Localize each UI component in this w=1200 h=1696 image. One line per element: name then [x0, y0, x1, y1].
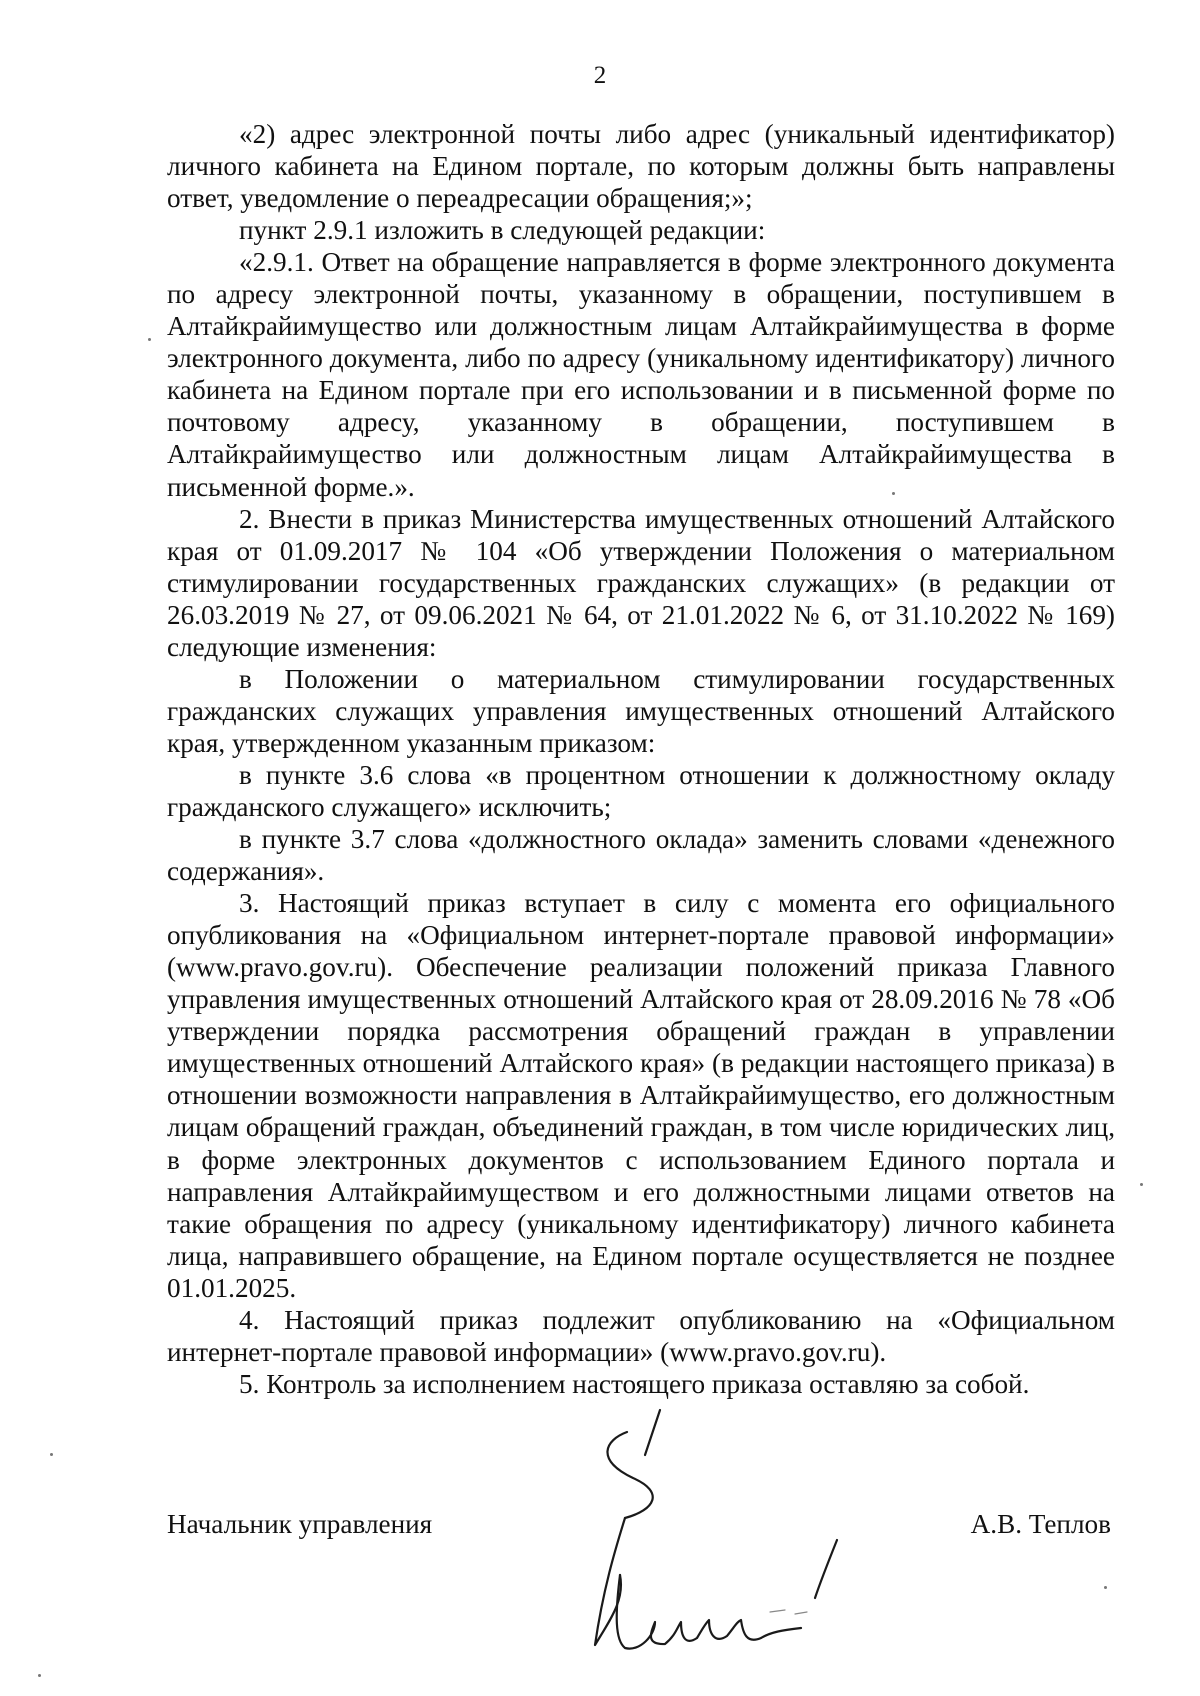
- paragraph-clause-3-7: в пункте 3.7 слова «должностного оклада» заменить словами «денежного содержания».: [167, 824, 1115, 887]
- paragraph-email-address: «2) адрес электронной почты либо адрес (уникальный идентификатор) личного кабинета на Едином портале, по которым должны быть направлены ответ, уведомление о переадресации обращения;»;: [167, 119, 1115, 214]
- scan-speck: [1140, 1183, 1143, 1186]
- handwritten-signature: [585, 1400, 925, 1670]
- scan-speck: [1104, 1586, 1107, 1589]
- page-number: 2: [593, 62, 607, 89]
- document-body: [167, 118, 1115, 1400]
- paragraph-item-2: 2. Внести в приказ Министерства имущественных отношений Алтайского края от 01.09.2017 № 104 «Об утверждении Положения о материальном стимулировании государственных гражданских служащих» (в редакции от 26.03.2019 № 27, от 09.06.2021 № 64, от 21.01.2022 № 6, от 31.10.2022 № 169) следующие изменения:: [167, 503, 1115, 662]
- scan-speck: [50, 1453, 53, 1456]
- scan-speck: [38, 1674, 41, 1677]
- signer-name: А.В. Теплов: [970, 1509, 1111, 1539]
- paragraph-item-3: 3. Настоящий приказ вступает в силу с момента его официального опубликования на «Официальном интернет-портале правовой информации» (www.pravo.gov.ru). Обеспечение реализации положений приказа Главного управления имущественных отношений Алтайского края от 28.09.2016 № 78 «Об утверждении порядка рассмотрения обращений граждан в управлении имущественных отношений Алтайского края» (в редакции настоящего приказа) в отношении возможности направления в Алтайкрайимущество, его должностным лицам обращений граждан, объединений граждан, в том числе юридических лиц, в форме электронных документов с использованием Единого портала и направления Алтайкрайимуществом и его должностными лицами ответов на такие обращения по адресу (уникальному идентификатору) личного кабинета лица, направившего обращение, на Едином портале осуществляется не позднее 01.01.2025.: [167, 888, 1115, 1303]
- paragraph-clause-3-6: в пункте 3.6 слова «в процентном отношении к должностному окладу гражданского служащего» исключить;: [167, 759, 1115, 822]
- position-title: Начальник управления: [167, 1509, 433, 1539]
- paragraph-item-5: 5. Контроль за исполнением настоящего приказа оставляю за собой.: [239, 1368, 1030, 1399]
- scan-speck: [148, 338, 151, 341]
- paragraph-clause-2-9-1-text: «2.9.1. Ответ на обращение направляется в форме электронного документа по адресу электронной почты, указанному в обращении, поступившем в Алтайкрайимущество или должностным лицам Алтайкрайимущества в форме электронного документа, либо по адресу (уникальному идентификатору) личного кабинета на Едином портале при его использовании и в письменной форме по почтовому адресу, указанному в обращении, поступившем в Алтайкрайимущество или должностным лицам Алтайкрайимущества в письменной форме.».: [167, 247, 1115, 502]
- paragraph-item-4: 4. Настоящий приказ подлежит опубликованию на «Официальном интернет-портале правовой информации» (www.pravo.gov.ru).: [167, 1304, 1115, 1367]
- paragraph-clause-2-9-1-intro: пункт 2.9.1 изложить в следующей редакции:: [239, 215, 766, 246]
- scan-speck: [892, 492, 895, 495]
- paragraph-regulation-changes: в Положении о материальном стимулировании государственных гражданских служащих управления имущественных отношений Алтайского края, утвержденном указанным приказом:: [167, 663, 1115, 758]
